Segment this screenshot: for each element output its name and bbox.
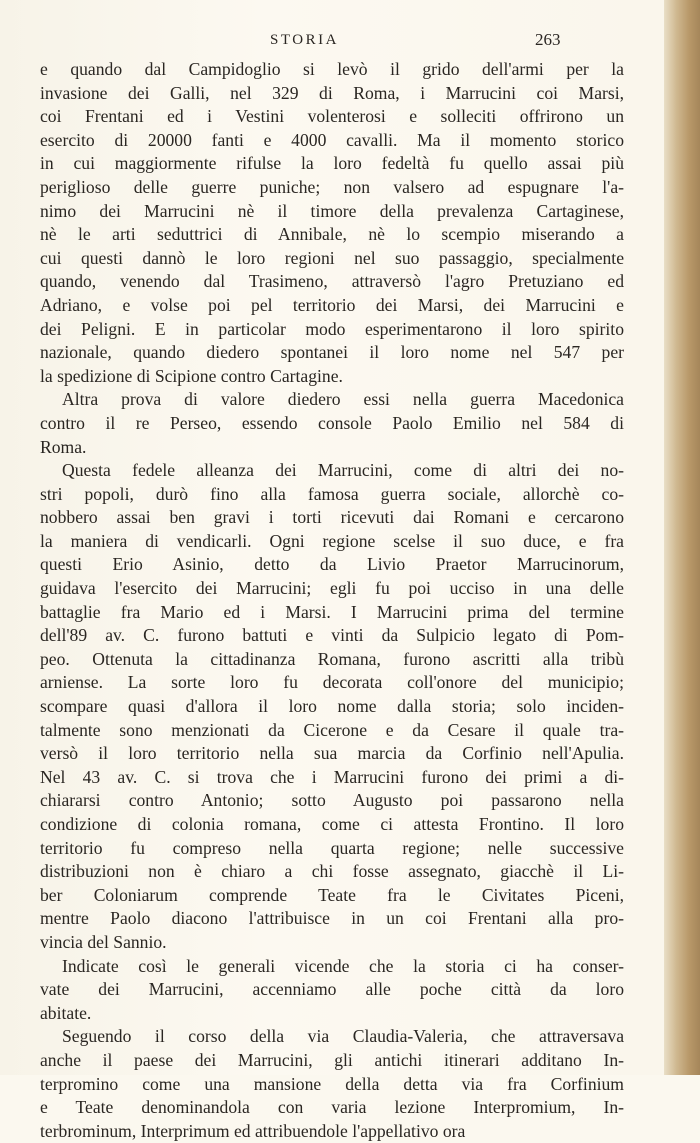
text-line: ber Coloniarum comprende Teate fra le Civitates Piceni, xyxy=(40,884,624,905)
text-line: esercito di 20000 fanti e 4000 cavalli. Ma il momento storico xyxy=(40,129,624,150)
paragraph xyxy=(40,955,624,1026)
paragraph xyxy=(40,58,624,388)
text-line: nimo dei Marrucini nè il timore della prevalenza Cartaginese, xyxy=(40,200,624,221)
text-line: vincia del Sannio. xyxy=(40,931,167,952)
text-line: anche il paese dei Marrucini, gli antichi itinerari additano In- xyxy=(40,1049,624,1070)
running-head: STORIA xyxy=(270,32,339,48)
text-line: arniense. La sorte loro fu decorata coll'onore del municipio; xyxy=(40,672,624,693)
text-line: dei Peligni. E in particolar modo esperimentarono il loro spirito xyxy=(40,318,624,339)
text-line: nazionale, quando diedero spontanei il loro nome nel 547 per xyxy=(40,342,624,363)
text-line: guidava l'esercito dei Marrucini; egli fu poi ucciso in una delle xyxy=(40,578,624,599)
text-line: condizione di colonia romana, come ci attesta Frontino. Il loro xyxy=(40,814,624,834)
text-line: Adriano, e volse poi pel territorio dei Marsi, dei Marrucini e xyxy=(40,294,624,315)
text-line: nobbero assai ben gravi i torti ricevuti dai Romani e cercarono xyxy=(40,507,624,528)
body-text xyxy=(40,58,624,1143)
text-line: mentre Paolo diacono l'attribuisce in un coi Frentani alla pro- xyxy=(40,908,624,929)
text-line: Seguendo il corso della via Claudia-Valeria, che attraversava xyxy=(62,1026,624,1047)
text-line: abitate. xyxy=(40,1002,92,1023)
text-line: coi Frentani ed i Vestini volenterosi e solleciti offrirono un xyxy=(40,106,624,127)
text-line: questi Erio Asinio, detto da Livio Praetor Marrucinorum, xyxy=(40,554,624,575)
text-line: e Teate denominandola con varia lezione Interpromium, In- xyxy=(40,1097,624,1118)
text-line: versò il loro territorio nella sua marcia da Corfinio nell'Apulia. xyxy=(40,743,624,764)
text-line: talmente sono menzionati da Cicerone e da Cesare il quale tra- xyxy=(40,719,624,740)
text-line: Questa fedele alleanza dei Marrucini, come di altri dei no- xyxy=(62,460,624,481)
text-line: terbrominum, Interprimum ed attribuendole l'appellativo ora xyxy=(40,1120,466,1141)
text-line: quando, venendo dal Trasimeno, attraversò l'agro Pretuziano ed xyxy=(40,271,624,292)
text-line: periglioso delle guerre puniche; non valsero ad espugnare l'a- xyxy=(40,176,624,197)
text-line: in cui maggiormente rifulse la loro fedeltà fu quello assai più xyxy=(40,153,624,174)
text-line: vate dei Marrucini, accenniamo alle poche città da loro xyxy=(40,979,624,1000)
text-line: Altra prova di valore diedero essi nella guerra Macedonica xyxy=(62,389,624,410)
text-line: contro il re Perseo, essendo console Paolo Emilio nel 584 di xyxy=(40,412,624,433)
page-number: 263 xyxy=(535,30,561,49)
text-line: Nel 43 av. C. si trova che i Marrucini furono dei primi a di- xyxy=(40,766,624,787)
text-line: invasione dei Galli, nel 329 di Roma, i Marrucini coi Marsi, xyxy=(40,82,624,103)
book-spine-edge xyxy=(664,0,700,1075)
text-line: la maniera di vendicarli. Ogni regione scelse il suo duce, e fra xyxy=(40,530,624,551)
text-line: dell'89 av. C. furono battuti e vinti da Sulpicio legato di Pom- xyxy=(40,625,624,646)
text-line: Indicate così le generali vicende che la storia ci ha conser- xyxy=(62,955,624,976)
text-line: nè le arti seduttrici di Annibale, nè lo scempio miserando a xyxy=(40,224,624,245)
text-line: cui questi dannò le loro regioni nel suo passaggio, specialmente xyxy=(40,247,624,268)
text-line: peo. Ottenuta la cittadinanza Romana, furono ascritti alla tribù xyxy=(40,648,624,669)
text-line: terpromino come una mansione della detta via fra Corfinium xyxy=(40,1073,624,1094)
text-line: territorio fu compreso nella quarta regione; nelle successive xyxy=(40,837,624,858)
text-line: chiararsi contro Antonio; sotto Augusto poi passarono nella xyxy=(40,790,624,811)
text-line: stri popoli, durò fino alla famosa guerra sociale, allorchè co- xyxy=(40,483,624,504)
text-line: battaglie fra Mario ed i Marsi. I Marrucini prima del termine xyxy=(40,601,624,622)
text-line: la spedizione di Scipione contro Cartagine. xyxy=(40,365,343,386)
paragraph xyxy=(40,459,624,954)
text-line: e quando dal Campidoglio si levò il grido dell'armi per la xyxy=(40,59,624,79)
text-line: scompare quasi d'allora il loro nome dalla storia; solo inciden- xyxy=(40,696,624,717)
paragraph xyxy=(40,1025,624,1143)
page-header xyxy=(0,30,664,54)
text-line: distribuzioni non è chiaro a chi fosse assegnato, giacchè il Li- xyxy=(40,861,624,882)
paragraph xyxy=(40,388,624,459)
text-line: Roma. xyxy=(40,436,87,457)
